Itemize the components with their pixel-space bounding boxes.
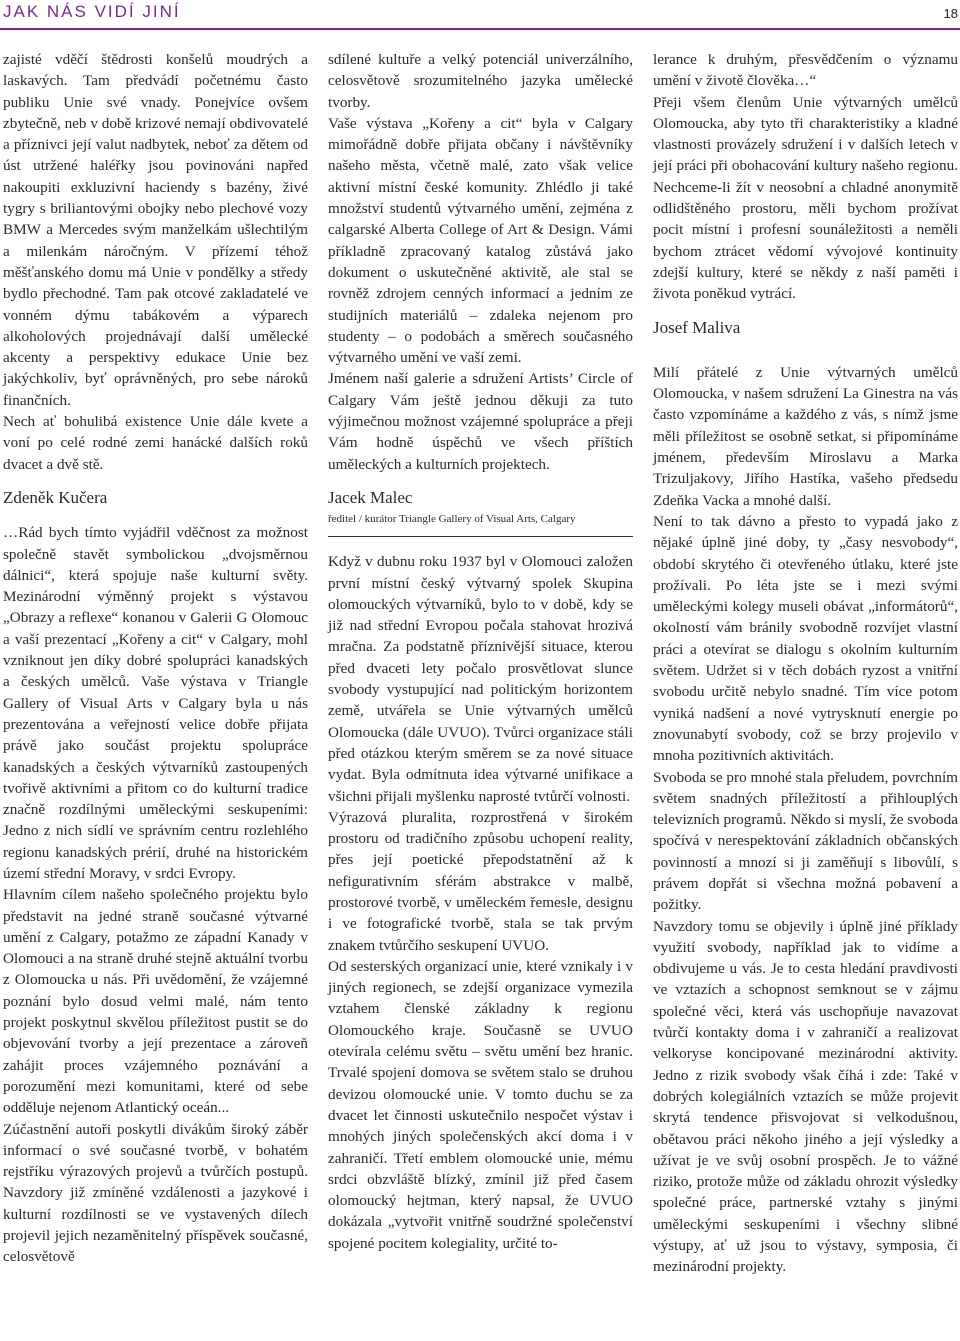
section-divider [328,536,633,537]
paragraph: Přeji všem členům Unie výtvarných umělců Olomoucka, aby tyto tři charakteristiky a kladné vlastnosti provázely sdružení i v dalších letech v její práci při obohacování kultury našeho regionu. Nechceme-li žít v neosobní a chladné anonymitě odlidštěného prostoru, měli bychom prožívat pocit místní i profesní sounáležitosti a neměli bychom ztrácet vědomí vývojové kontinuity zdejší kultury, které se někdy z naší paměti i života poněkud vytrácí. [653,93,958,303]
paragraph: sdílené kultuře a velký potenciál univerzálního, celosvětově srozumitelného jazyka umělecké tvorby. [328,51,633,111]
author-signature: Zdeněk Kučera [3,487,108,507]
author-signature: Josef Maliva [653,317,741,337]
paragraph: Nech ať bohulibá existence Unie dále kvete a voní po celé rodné zemi hanácké dalších roků dvacet a dvě stě. [3,413,308,473]
paragraph: Svoboda se pro mnohé stala přeludem, povrchním světem snadných příležitostí a přihlouplých televizních programů. Někdo si myslí, že svoboda spočívá v nerespektování základních občanských povinností a mnozí si ji zaměňují s libovůlí, s právem dopřát si všechna možná pobavení a požitky. [653,768,958,914]
author-signature: Jacek Malec [328,487,413,507]
paragraph: lerance k druhým, přesvědčením o významu umění v životě člověka…“ [653,51,958,90]
column-1 [3,49,308,1268]
paragraph: Když v dubnu roku 1937 byl v Olomouci založen první místní český výtvarný spolek Skupina olomouckých výtvarníků, bylo to v době, kdy se již nad střední Evropou počala stahovat hrozivá mračna. Za podstatně příznivější situace, kterou před dvaceti lety počalo prosvětlovat slunce svobody vystupující nad politickým horizontem země, utvářela se Unie výtvarných umělců Olomoucka (dále UVUO). Tvůrci organizace stáli před otázkou kterým směrem se za nové situace vydat. Byla odmítnuta idea výtvarné unifikace a všichni přijali myšlenku naprosté tvtůrčí volnosti. [328,553,633,805]
author-role: ředitel / kurátor Triangle Gallery of Visual Arts, Calgary [328,513,576,526]
page-header [0,0,960,30]
paragraph: Od sesterských organizací unie, které vznikaly i v jiných regionech, se zdejší organizace vymezila vztahem členské základny k regionu Olomouckého kraje. Současně se UVUO otevírala celému světu – světu umění bez hranic. Trvalé spojení domova se světem stalo se druhou devizou olomoucké unie. V tomto duchu se za dvacet let činnosti uskutečnilo nespočet výstav i mnohých jiných společenských akcí doma i v zahraničí. Třetí emblem olomoucké unie, mému srdci obzvláště blízký, zmínil již před časem olomoucký hejtman, který napsal, že UVUO dokázala „vytvořit vnitřně soudržné společenství spojené pocitem kolegiality, určité to- [328,957,633,1252]
paragraph: Hlavním cílem našeho společného projektu bylo představit na jedné straně současné výtvarné umění z Calgary, potažmo ze západní Kanady v Olomouci a na straně druhé stejně aktuální tvorbu z Olomoucka u nás. Při uvědomění, že vzájemné poznání bylo dosud velmi malé, nám tento projekt poskytnul skvělou příležitost pustit se do objevování tvorby a její prezentace a zároveň zahájit proces vzájemného poznávání a porozumění mezi komunitami, které od sebe odděluje nejenom Atlantický oceán... [3,886,308,1117]
spacer [653,352,958,362]
paragraph: Jménem naší galerie a sdružení Artists’ Circle of Calgary Vám ještě jednou děkuji za tuto výjimečnou možnost vzájemné spolupráce a přeji Vám hodně úspěchů ve všech příštích uměleckých a kulturních projektech. [328,370,633,473]
paragraph: Výrazová pluralita, rozprostřená v širokém prostoru od tradičního způsobu uchopení reality, přes její poetické přepodstatnění až k nefigurativním sférám abstrakce v malbě, prostorové tvorbě, v uměleckém řemesle, designu i ve fotografické tvorbě, stala se tak prvým znakem tvtůrčího seskupení UVUO. [328,808,633,954]
paragraph: Zúčastnění autoři poskytli divákům široký záběr informací o své současné tvorbě, v bohatém rejstříku výrazových projevů a tvůrčích postupů. Navzdory již zmíněné vzdálenosti a jazykové i kulturní rozdílnosti se ve vystavených dílech projevil jejich nezaměnitelný příspěvek současné, celosvětově [3,1120,308,1266]
paragraph: Není to tak dávno a přesto to vypadá jako z nějaké úplně jiné doby, ty „časy nesvobody“, období skrytého či otevřeného útlaku, které jste prožívali. Po léta jste se i mezi svými uměleckými kolegy museli obávat „informátorů“, okolností vám bránily svobodně rozvíjet vlastní práci a otevírat se dialogu s okolním kulturním světem. Udržet si v těch dobách ryzost a vnitřní svobodu určitě nebylo snadné. Tím více potom vyniká nadšení a nové vytrysknutí energie po znovunabytí svobody, což se brzy projevilo v mnoha pozitivních aktivitách. [653,512,958,765]
page-number: 18 [943,6,958,21]
paragraph: Milí přátelé z Unie výtvarných umělců Olomoucka, v našem sdružení La Ginestra na vás často vzpomínáme a každého z vás, s nímž jsme měli příležitost se osobně setkat, si připomínáme jménem, především Miroslavu a Marka Trizuljakovy, Jiřího Hastíka, vašeho předsedu Zdeňka Vacka a mnohé další. [653,363,958,509]
column-3 [653,49,958,1278]
paragraph: Navzdory tomu se objevily i úplně jiné příklady využití svobody, například jak to vidíme a obdivujeme u vás. Je to cesta hledání pravdivosti ve vztazích a schopnost semknout se v zájmu společné věci, která vás uschopňuje navazovat tvůrčí kontakty doma i v zahraničí a realizovat velkoryse koncipované mezinárodní aktivity. Jedno z rizik svobody však číhá i zde: Také v dobrých kolegiálních vztazích se může projevit skrytá tendence přisvojovat si velkodušnou, obětavou práci někoho jiného a její výsledky a užívat je ve svůj osobní prospěch. Je to vážné riziko, protože může od základu ohrozit výsledky společné práce, partnerské vztahy s jinými uměleckými seskupeními i všechny slibné výstupy, ať už jsou to výstavy, symposia, či mezinárodní projekty. [653,917,958,1276]
paragraph: Vaše výstava „Kořeny a cit“ byla v Calgary mimořádně dobře přijata občany i návštěvníky našeho města, včetně malé, zato však velice aktivní místní české komunity. Zhlédlo ji také množství studentů výtvarného umění, zejména z calgarské Alberta College of Art & Design. Vámi příkladně zpracovaný katalog zůstává jako dokument o uskutečněné aktivitě, ale stal se rovněž zdrojem cenných informací a jedním ze studijních materiálů – zdaleka nejenom pro studenty – o podobách a směrech současného výtvarného umění ve vaší zemi. [328,114,633,367]
paragraph: zajisté vděčí štědrosti konšelů moudrých a laskavých. Tam předvádí početnému často publiku Unie své vnady. Ponejvíce ovšem zbytečně, neb v době krizové nemají obdivovatelé a příznivci její valut nadbytek, neboť za dětem od úst utržené haléřky jsou povinováni napřed nakoupiti exkluzivní haciendy s bazény, živé tygry s briliantovými obojky nebo plechové vozy BMW a Mercedes svým manželkám ušlechtilým a milenkám náročným. V přízemí téhož měšťanského domu má Unie v pondělky a středy bydlo přechodné. Tam pak otcové zakladatelé ve vonném dýmu tabákovém a výparech alkoholových projednávají další umělecké akcenty a perspektivy edukace Unie bez jakýchkoliv, byť oprávněných, pro sebe nároků finančních. [3,51,308,409]
section-title: JAK NÁS VIDÍ JINÍ [3,2,181,21]
column-2 [328,49,633,1254]
paragraph: …Rád bych tímto vyjádřil vděčnost za možnost společně stavět symbolickou „dvojsměrnou dálnici“, která spojuje naše kulturní světy. Mezinárodní výměnný projekt s výstavou „Obrazy a reflexe“ konanou v Galerii G Olomouc a vaší prezentací „Kořeny a cit“ v Calgary, mohl vzniknout jen díky dobré spolupráci kanadských a českých umělců. Vaše výstava v Triangle Gallery of Visual Arts v Calgary byla u nás prezentována a veřejností velice dobře přijata právě jako součást projektu spolupráce kanadských a českých výtvarníků zastoupených tvořivě aktivními a přitom co do kulturní tradice značně rozdílnými uměleckými seskupeními: Jedno z nich sídlí ve správním centru rozlehlého regionu kanadských prérií, druhé na historickém území střední Moravy, v srdci Evropy. [3,524,308,882]
